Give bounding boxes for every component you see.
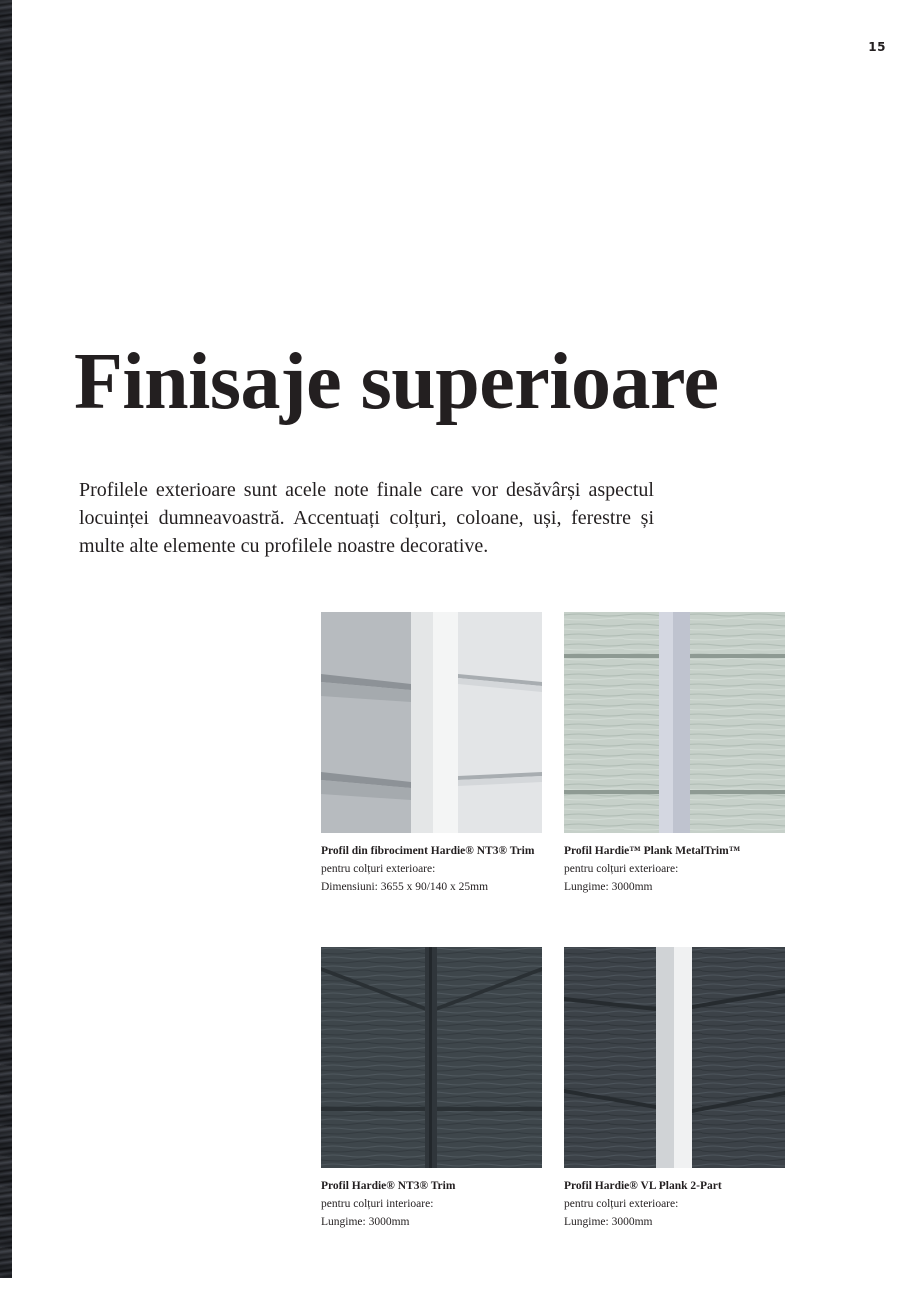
product-dimensions: Dimensiuni: 3655 x 90/140 x 25mm [321,881,489,893]
intro-paragraph: Profilele exterioare sunt acele note finale care vor desăvârși aspectul locuinței dumneavoastră. Accentuați colțuri, coloane, uși, ferestre și multe alte elemente cu profilele noastre decorative. [79,479,654,557]
product-usage: pentru colțuri interioare: [321,1198,434,1210]
product-card [321,612,543,896]
edge-texture-strip [0,0,12,1278]
product-photo-vl-plank [564,947,785,1168]
page-title: Finisaje superioare [74,338,719,426]
product-length: Lungime: 3000mm [321,1216,410,1228]
product-title: Profil din fibrociment Hardie® NT3® Trim [321,845,535,857]
product-usage: pentru colțuri exterioare: [321,863,436,875]
product-card [564,612,786,896]
product-length: Lungime: 3000mm [564,881,653,893]
product-title: Profil Hardie® NT3® Trim [321,1180,456,1192]
product-title: Profil Hardie® VL Plank 2-Part [564,1180,722,1192]
product-title: Profil Hardie™ Plank MetalTrim™ [564,845,741,857]
product-photo-metaltrim [564,612,785,833]
product-usage: pentru colțuri exterioare: [564,1198,679,1210]
product-photo-nt3-trim-exterior [321,612,542,833]
product-photo-nt3-trim-interior [321,947,542,1168]
product-card [321,947,543,1231]
product-length: Lungime: 3000mm [564,1216,653,1228]
product-card [564,947,786,1231]
product-usage: pentru colțuri exterioare: [564,863,679,875]
page-number: 15 [868,40,886,54]
